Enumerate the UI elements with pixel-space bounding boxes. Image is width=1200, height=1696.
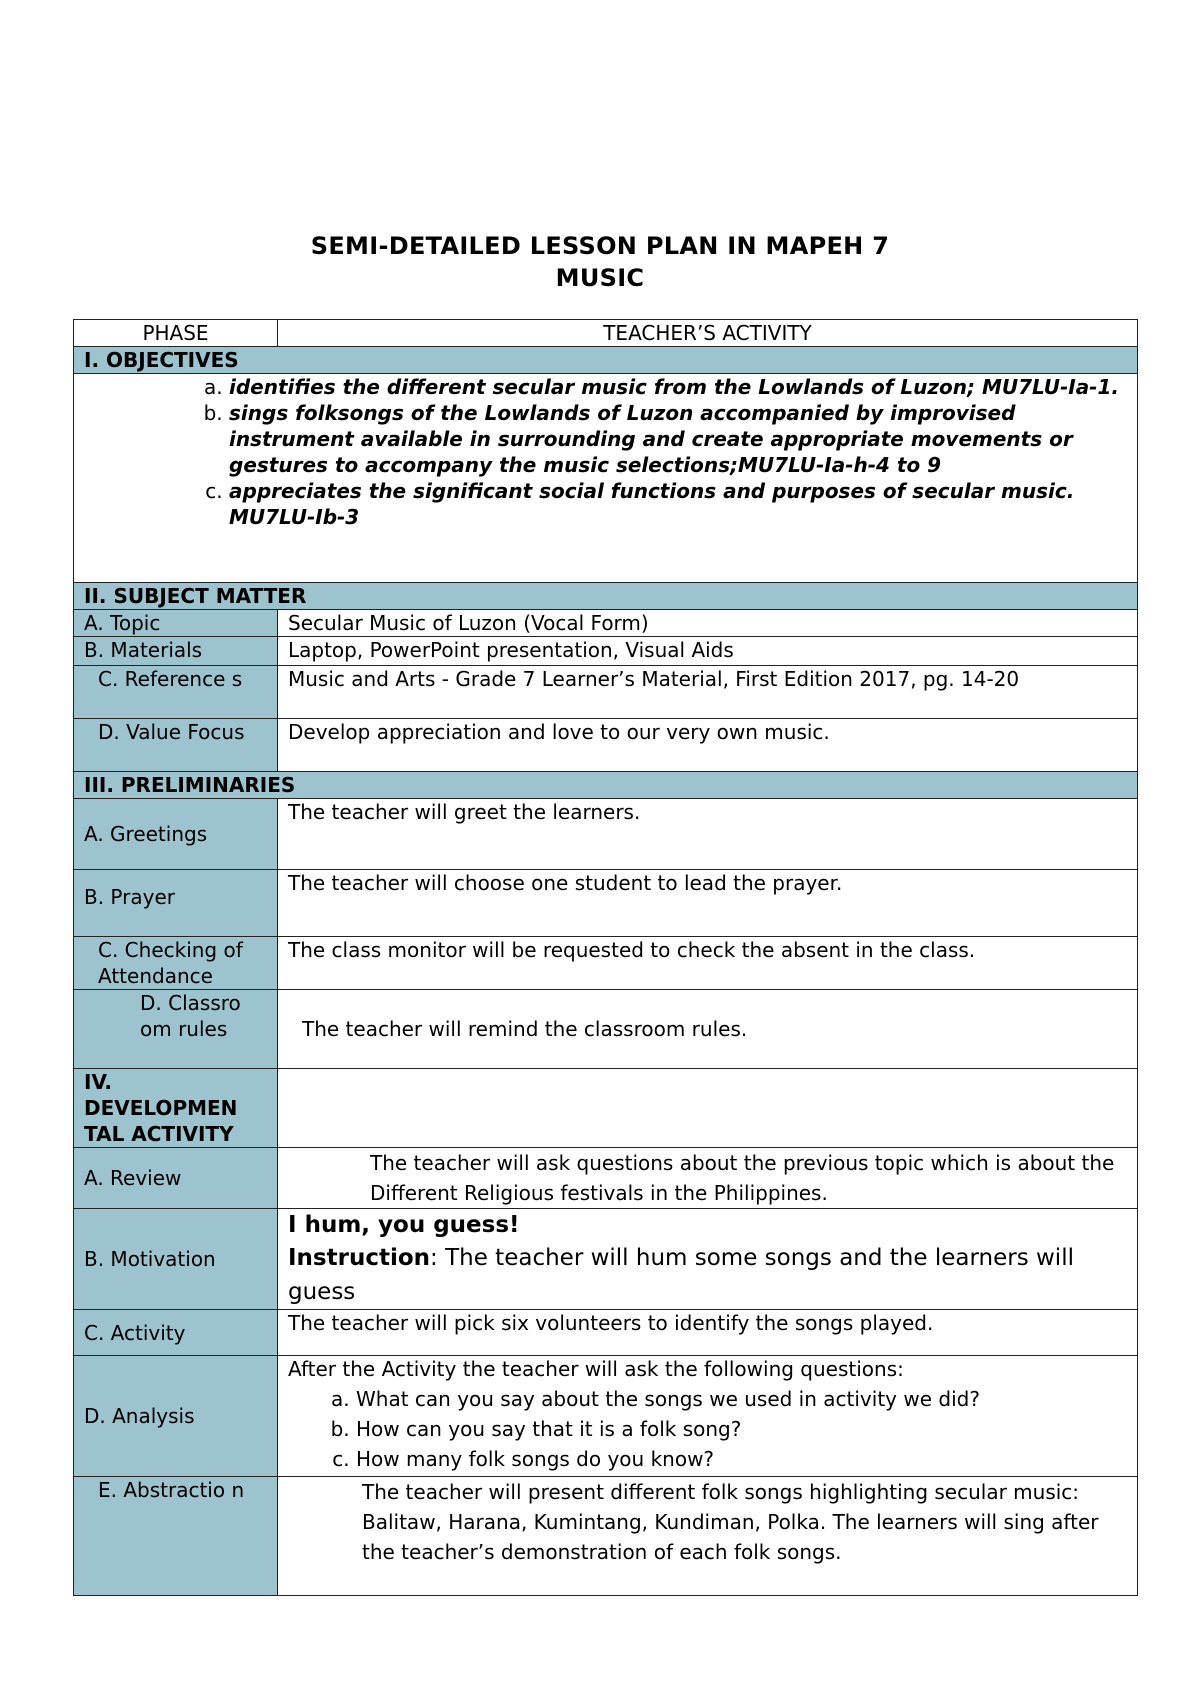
table-row (74, 1209, 1138, 1310)
analysis-questions-list (288, 1384, 1127, 1474)
objective-item: a. identifies the different secular music from the Lowlands of Luzon; MU7LU-Ia-1. (229, 374, 1125, 400)
table-row (74, 990, 1138, 1069)
section-heading-developmental-activity: IV. DEVELOPMEN TAL ACTIVITY (74, 1069, 278, 1148)
list-item: b. How can you say that it is a folk song? (356, 1414, 1127, 1444)
list-item: a. What can you say about the songs we used in activity we did? (356, 1384, 1127, 1414)
table-row (74, 799, 1138, 870)
phase-label-greetings: A. Greetings (74, 799, 278, 870)
phase-label-motivation: B. Motivation (74, 1209, 278, 1310)
objective-item: b. sings folksongs of the Lowlands of Luzon accompanied by improvised instrument available in surrounding and create appropriate movements or gestures to accompany the music selections;MU7LU-Ia-h-4 to 9 (229, 400, 1125, 478)
phase-column-header: PHASE (74, 320, 278, 347)
section-row-developmental-activity (74, 1069, 1138, 1148)
section-heading-objectives: I. OBJECTIVES (74, 347, 1138, 374)
section-heading-preliminaries: III. PRELIMINARIES (74, 772, 1138, 799)
table-row (74, 666, 1138, 719)
objectives-list (74, 374, 1137, 530)
phase-label-classroom-rules: D. Classro om rules (74, 990, 278, 1069)
attendance-value: The class monitor will be requested to check the absent in the class. (278, 937, 1138, 990)
phase-label-references: C. Reference s (74, 666, 278, 719)
document-title: SEMI-DETAILED LESSON PLAN IN MAPEH 7 (310, 232, 890, 260)
phase-label-prayer: B. Prayer (74, 870, 278, 937)
phase-label-materials: B. Materials (74, 637, 278, 666)
table-row (74, 1148, 1138, 1209)
teacher-activity-column-header: TEACHER’S ACTIVITY (278, 320, 1138, 347)
section-heading-subject-matter: II. SUBJECT MATTER (74, 583, 1138, 610)
analysis-cell (278, 1356, 1138, 1477)
phase-label-abstraction: E. Abstractio n (74, 1477, 278, 1596)
classroom-rules-value: The teacher will remind the classroom rules. (278, 990, 1138, 1069)
table-row (74, 1310, 1138, 1356)
topic-value: Secular Music of Luzon (Vocal Form) (278, 610, 1138, 637)
section-row-subject-matter (74, 583, 1138, 610)
phase-label-attendance: C. Checking of Attendance (74, 937, 278, 990)
table-row (74, 870, 1138, 937)
phase-label-activity: C. Activity (74, 1310, 278, 1356)
phase-label-value-focus: D. Value Focus (74, 719, 278, 772)
abstraction-value: The teacher will present different folk songs highlighting secular music: Balitaw, Harana, Kumintang, Kundiman, Polka. The learners will sing after the teacher’s demonstration of each folk songs. (278, 1477, 1138, 1596)
motivation-title: I hum, you guess! (288, 1212, 520, 1238)
instruction-label: Instruction (288, 1245, 431, 1271)
objectives-row (74, 374, 1138, 583)
list-item: c. How many folk songs do you know? (356, 1444, 1127, 1474)
section-row-objectives (74, 347, 1138, 374)
analysis-intro: After the Activity the teacher will ask the following questions: (288, 1357, 904, 1381)
references-value: Music and Arts - Grade 7 Learner’s Material, First Edition 2017, pg. 14-20 (278, 666, 1138, 719)
motivation-instruction (288, 1241, 1127, 1309)
table-row (74, 937, 1138, 990)
activity-value: The teacher will pick six volunteers to identify the songs played. (278, 1310, 1138, 1356)
table-row (74, 719, 1138, 772)
value-focus-value: Develop appreciation and love to our very own music. (278, 719, 1138, 772)
lesson-plan-table (73, 319, 1138, 1596)
materials-value: Laptop, PowerPoint presentation, Visual Aids (278, 637, 1138, 666)
greetings-value: The teacher will greet the learners. (278, 799, 1138, 870)
prayer-value: The teacher will choose one student to lead the prayer. (278, 870, 1138, 937)
table-header-row (74, 320, 1138, 347)
phase-label-topic: A. Topic (74, 610, 278, 637)
phase-label-analysis: D. Analysis (74, 1356, 278, 1477)
document-subtitle: MUSIC (555, 264, 645, 292)
section-row-preliminaries (74, 772, 1138, 799)
review-value: The teacher will ask questions about the previous topic which is about the Different Religious festivals in the Philippines. (278, 1148, 1138, 1209)
phase-label-review: A. Review (74, 1148, 278, 1209)
objective-item: c. appreciates the significant social functions and purposes of secular music. MU7LU-Ib-3 (229, 478, 1125, 530)
developmental-activity-blank (278, 1069, 1138, 1148)
table-row (74, 1477, 1138, 1596)
table-row (74, 1356, 1138, 1477)
instruction-text: : The teacher will hum some songs and the learners will guess (288, 1245, 1074, 1305)
motivation-cell (278, 1209, 1138, 1310)
table-row (74, 610, 1138, 637)
table-row (74, 637, 1138, 666)
